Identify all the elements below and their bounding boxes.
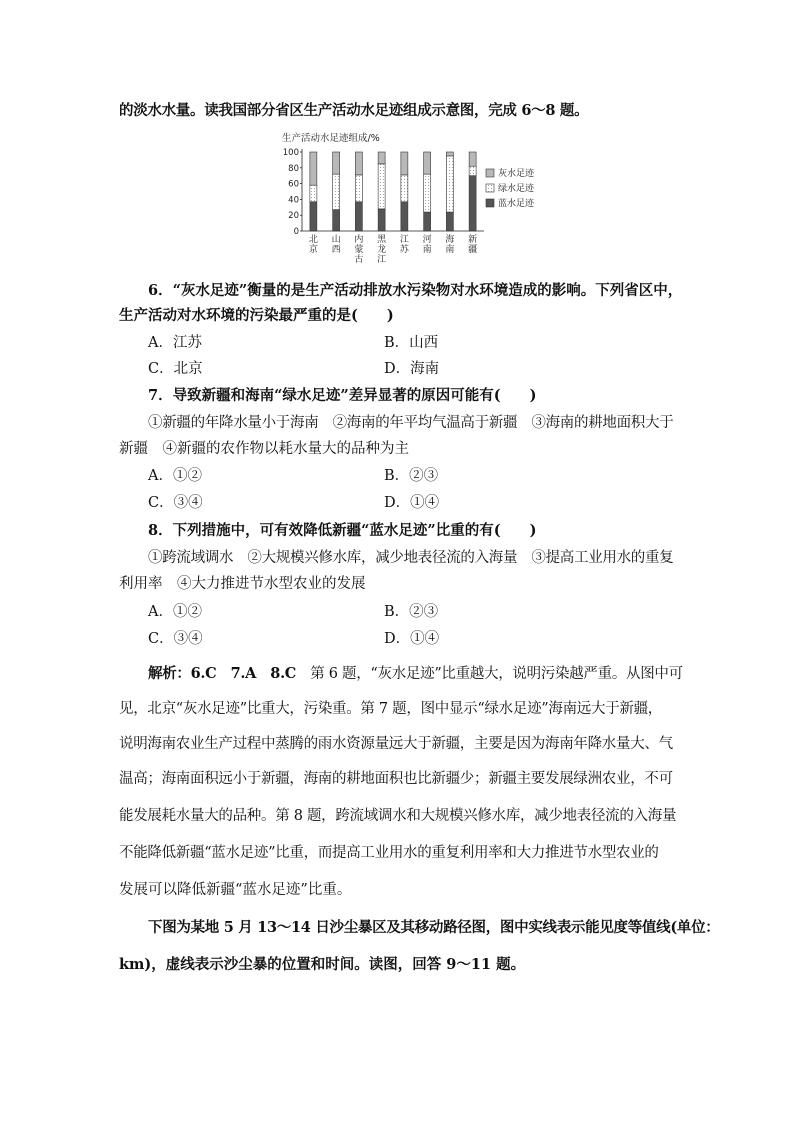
bar-segment	[401, 175, 408, 202]
bar-segment	[378, 152, 385, 164]
y-tick-label: 60	[288, 179, 299, 190]
x-tick-label: 京	[308, 245, 318, 255]
analysis-line2: 见，北京“灰水足迹”比重大，污染重。第 7 题，图中显示“绿水足迹”海南远大于新疆，	[119, 701, 662, 717]
q6-stem-line2: 生产活动对水环境的污染最严重的是( )	[119, 307, 394, 324]
x-tick-label: 西	[331, 245, 341, 255]
q7-choices-line1: ①新疆的年降水量小于海南 ②海南的年平均气温高于新疆 ③海南的耕地面积大于	[148, 415, 674, 431]
y-tick-label: 100	[282, 148, 299, 158]
q8-option-d: D．①④	[384, 631, 440, 647]
x-tick-label: 龙	[377, 245, 387, 255]
bar-segment	[469, 152, 476, 166]
legend-swatch	[486, 169, 494, 177]
x-tick-label: 江	[399, 235, 409, 245]
chart-svg	[280, 130, 550, 270]
water-footprint-chart	[280, 130, 550, 270]
bar-segment	[446, 152, 453, 156]
legend-swatch	[486, 184, 494, 192]
analysis-line1	[148, 664, 683, 684]
analysis-line3: 说明海南农业生产过程中蒸腾的雨水资源量远大于新疆，主要是因为海南年降水量大、气	[119, 736, 673, 752]
q7-stem: 7．导致新疆和海南“绿水足迹”差异显著的原因可能有( )	[148, 387, 537, 404]
analysis-line6: 不能降低新疆“蓝水足迹”比重，而提高工业用水的重复利用率和大力推进节水型农业的	[119, 845, 659, 861]
x-tick-label: 新	[468, 235, 478, 245]
q8-stem: 8．下列措施中，可有效降低新疆“蓝水足迹”比重的有( )	[148, 522, 537, 539]
q7-option-d: D．①④	[384, 495, 440, 511]
q8-option-b: B．②③	[384, 604, 439, 620]
q8-option-a: A．①②	[148, 604, 202, 620]
analysis-text: 第 6 题，“灰水足迹”比重越大，说明污染越严重。从图中可	[296, 666, 683, 682]
q8-option-c: C．③④	[148, 631, 203, 647]
q7-option-b: B．②③	[384, 468, 439, 484]
next-intro-line1: 下图为某地 5 月 13～14 日沙尘暴区及其移动路径图，图中实线表示能见度等值线(单位：	[148, 919, 720, 936]
bar-segment	[333, 174, 340, 210]
bar-segment	[310, 185, 317, 202]
analysis-line7: 发展可以降低新疆“蓝水足迹”比重。	[119, 882, 352, 898]
bar-segment	[446, 212, 453, 231]
bar-segment	[355, 152, 362, 175]
q8-choices-line2: 利用率 ④大力推进节水型农业的发展	[119, 576, 366, 592]
x-tick-label: 黑	[377, 235, 387, 245]
q6-option-c: C．北京	[148, 361, 203, 377]
x-tick-label: 苏	[399, 245, 409, 255]
bar-segment	[355, 175, 362, 202]
q7-option-c: C．③④	[148, 495, 203, 511]
bar-segment	[424, 174, 431, 212]
intro-text: 的淡水水量。读我国部分省区生产活动水足迹组成示意图，完成 6～8 题。	[119, 102, 589, 119]
y-tick-label: 0	[293, 227, 299, 237]
bar-segment	[424, 152, 431, 174]
legend-swatch	[486, 199, 494, 207]
x-tick-label: 内	[354, 235, 364, 245]
x-tick-label: 海	[445, 235, 455, 245]
analysis-line4: 温高；海南面积远小于新疆，海南的耕地面积也比新疆少；新疆主要发展绿洲农业，不可	[119, 771, 673, 787]
x-tick-label: 南	[445, 245, 455, 255]
legend-label: 蓝水足迹	[498, 199, 535, 209]
q8-choices-line1: ①跨流域调水 ②大规模兴修水库，减少地表径流的入海量 ③提高工业用水的重复	[148, 550, 674, 566]
bar-segment	[469, 176, 476, 231]
legend-label: 灰水足迹	[498, 169, 535, 179]
bar-segment	[401, 152, 408, 175]
y-tick-label: 20	[288, 211, 299, 222]
x-tick-label: 北	[308, 235, 318, 245]
bar-segment	[401, 202, 408, 231]
x-tick-label: 蒙	[354, 245, 364, 255]
x-tick-label: 疆	[468, 245, 478, 255]
analysis-line5: 能发展耗水量大的品种。第 8 题，跨流域调水和大规模兴修水库，减少地表径流的入海量	[119, 808, 677, 824]
analysis-answers: 6.C 7.A 8.C	[190, 665, 297, 682]
y-tick-label: 40	[288, 195, 299, 206]
q7-option-a: A．①②	[148, 468, 202, 484]
bar-segment	[355, 202, 362, 231]
x-tick-label: 江	[377, 255, 387, 265]
y-tick-label: 80	[288, 163, 299, 174]
x-tick-label: 南	[422, 245, 432, 255]
bar-segment	[310, 202, 317, 231]
bar-segment	[310, 152, 317, 185]
bar-segment	[378, 164, 385, 209]
bar-segment	[333, 210, 340, 231]
legend-label: 绿水足迹	[498, 184, 535, 194]
x-tick-label: 山	[331, 235, 341, 245]
x-tick-label: 河	[422, 235, 432, 245]
q6-stem-line1: 6．“灰水足迹”衡量的是生产活动排放水污染物对水环境造成的影响。下列省区中，	[148, 282, 683, 299]
q6-option-d: D．海南	[384, 361, 440, 377]
q6-option-a: A．江苏	[148, 335, 202, 351]
q7-choices-line2: 新疆 ④新疆的农作物以耗水量大的品种为主	[119, 441, 409, 457]
q6-option-b: B．山西	[384, 335, 439, 351]
next-intro-line2: km)，虚线表示沙尘暴的位置和时间。读图，回答 9～11 题。	[119, 956, 526, 973]
x-tick-label: 古	[354, 255, 364, 265]
chart-title: 生产活动水足迹组成/%	[282, 133, 380, 144]
bar-segment	[446, 156, 453, 212]
analysis-label: 解析：	[148, 665, 191, 682]
bar-segment	[378, 209, 385, 231]
bar-segment	[424, 212, 431, 231]
bar-segment	[333, 152, 340, 174]
bar-segment	[469, 166, 476, 175]
